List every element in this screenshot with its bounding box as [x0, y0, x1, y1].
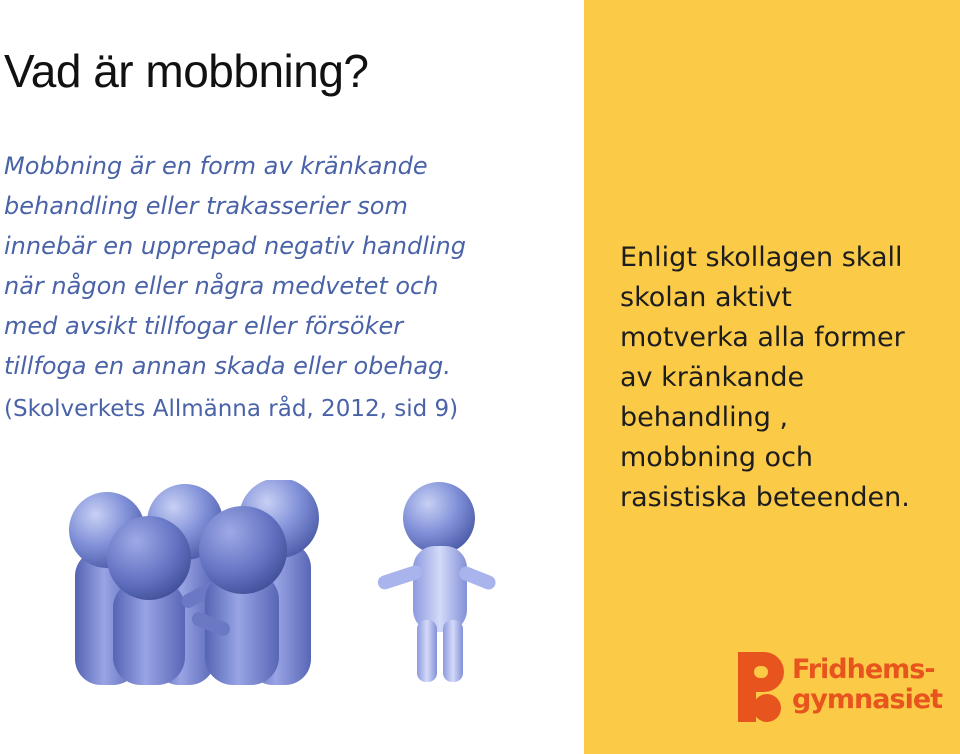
definition-line: innebär en upprepad negativ handling [4, 232, 466, 260]
logo-text-line1: Fridhems- [792, 654, 935, 685]
info-panel-line: skolan aktivt [620, 282, 792, 313]
definition-line: behandling eller trakasserier som [4, 192, 408, 220]
info-panel-line: Enligt skollagen skall [620, 242, 903, 273]
definition-text [4, 146, 564, 386]
definition-line: tillfoga en annan skada eller obehag. [4, 352, 451, 380]
school-logo [734, 648, 943, 728]
source-citation: (Skolverkets Allmänna råd, 2012, sid 9) [4, 396, 459, 422]
info-panel-line: mobbning och [620, 442, 814, 473]
info-panel-line: motverka alla former [620, 322, 905, 353]
info-panel [584, 0, 960, 754]
info-panel-text [620, 238, 910, 518]
slide-title: Vad är mobbning? [4, 45, 369, 97]
figure-lone [376, 482, 498, 682]
info-panel-line: av kränkande [620, 362, 805, 393]
group-exclusion-illustration [55, 480, 530, 685]
info-panel-line: behandling , [620, 402, 789, 433]
definition-line: när någon eller några medvetet och [4, 272, 439, 300]
info-panel-line: rasistiska beteenden. [620, 482, 910, 513]
logo-mark-icon [734, 648, 786, 726]
definition-line: med avsikt tillfogar eller försöker [4, 312, 404, 340]
logo-text-line2: gymnasiet [792, 684, 943, 715]
definition-line: Mobbning är en form av kränkande [4, 152, 428, 180]
